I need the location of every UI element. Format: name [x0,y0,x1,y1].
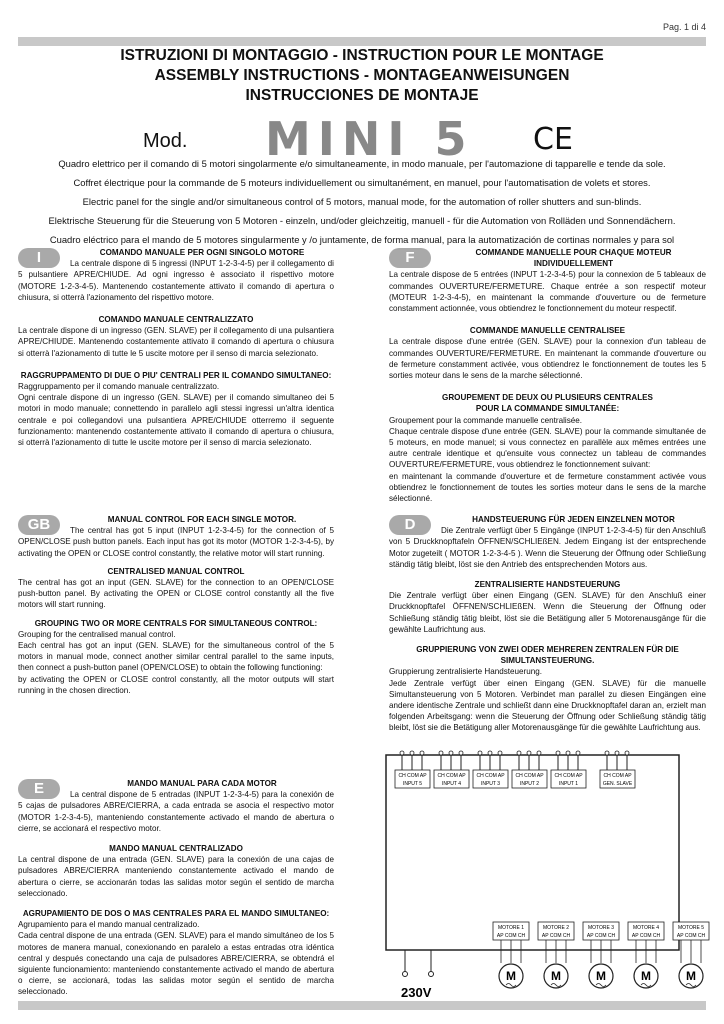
motor-symbol: M [551,969,561,983]
section-heading: MANDO MANUAL CENTRALIZADO [109,844,243,854]
input-pins: CH COM AP [437,773,466,779]
section-paragraph: Each central has got an input (GEN. SLAVE) for the simultaneous control of the 5 motors in manual mode, connect another similar central parallel to the same inputs, then connect a push-button panel (OPEN/CLOSE) to obtain the following functioning: [18,641,334,673]
intro-line-fr: Coffret électrique pour la commande de 5 moteurs individuellement ou simultanément, en manuel, pour l'automatisation de volets et stores. [73,177,651,188]
section-heading: COMANDO MANUALE CENTRALIZZATO [98,315,254,325]
motor-terminal [583,922,619,988]
section-paragraph: by activating the OPEN or CLOSE control constantly, all the motor outputs will start running in the chosen direction. [18,674,334,695]
section-paragraph: Chaque centrale dispose d'une entrée (GEN. SLAVE) pour la commande simultanée de 5 moteurs, en mode manuel; si vous connectez en parallèle aux mêmes entrées une autre centrale identique et qu'ensuite vous connectez un tableau de commandes OUVERTURE/FERMETURE, vous obtiendrez le fonctionnement suivant: [389,426,706,470]
input-pins: CH COM AP [515,773,544,779]
section-heading: GROUPEMENT DE DEUX OU PLUSIEURS CENTRALES [442,393,653,403]
title-line-3: INSTRUCCIONES DE MONTAJE [245,87,479,104]
language-badge-de: D [389,515,431,535]
input-pins: CH COM AP [476,773,505,779]
section-spanish [18,778,334,998]
section-french [389,247,706,504]
section-heading: COMANDO MANUALE PER OGNI SINGOLO MOTORE [99,248,305,257]
section-heading: GRUPPIERUNG VON ZWEI ODER MEHREREN ZENTRALEN FÜR DIE [416,645,679,655]
section-paragraph: Gruppierung zentralisierte Handsteuerung. [389,667,542,677]
section-paragraph: Cada central dispone de una entrada (GEN. SLAVE) para el mando simultáneo de los 5 motores de manera manual, conexionando en paralelo a estas entradas otra idéntica central y después conectando una caja de pulsadores ABRE/CIERRA, se obtendrá el siguiente funcionamiento: manteniendo constantemente activado el mando de abertura o cierre, se accionará, todas las salidas motor según el sentido de marcha seleccionado. [18,931,334,997]
title-line-1: ISTRUZIONI DI MONTAGGIO - INSTRUCTION POUR LE MONTAGE [120,47,604,64]
intro-line-es: Cuadro eléctrico para el mando de 5 motores singularmente y /o juntamente, de forma manual, para la automatización de cortinas normales y para sol [49,234,675,245]
section-paragraph: La centrale dispose d'une entrée (GEN. SLAVE) pour la connexion d'un tableau de commandes OUVERTURE/FERMETURE. En maintenant la commande d'ouverture ou de fermeture constamment activée, vous obtiendrez le fonctionnement de toutes les 5 sorties moteur dans le sens de la marche sélectionné. [389,337,706,381]
mod-label: Mod. [143,130,188,152]
page-number: Pag. 1 di 4 [662,22,706,32]
input-terminals [395,751,635,788]
intro-line-gb: Electric panel for the single and/or simultaneous control of 5 motors, manual mode, for the automation of roller shutters and sun-blinds. [82,196,642,207]
header-bar [18,37,706,46]
section-paragraph: Groupement pour la commande manuelle centralisée. [389,415,583,425]
section-paragraph: Die Zentrale verfügt über 5 Eingänge (INPUT 1-2-3-4-5) für den Anschluß von 5 Druckknopftafeln ÖFFNEN/SCHLIEßEN. Jedem Eingang ist der entsprechende Motor zugeteilt ( MOTOR 1-2-3-4-5 ). Wenn die Steuerung der Öffnung oder Schließung ständig tätig bleibt, löst sie den Antrieb des entsprechenden Motors aus. [389,526,706,569]
motor-pins: AP COM CH [631,933,661,939]
section-heading: RAGGRUPPAMENTO DI DUE O PIU' CENTRALI PER IL COMANDO SIMULTANEO: [20,370,332,380]
language-badge-it: I [18,248,60,268]
input-pins: CH COM AP [398,773,427,779]
input-label: GEN. SLAVE [602,781,633,787]
section-heading: MANUAL CONTROL FOR EACH SINGLE MOTOR. [107,515,297,524]
section-paragraph: Ogni centrale dispone di un ingresso (GEN. SLAVE) per il comando simultaneo dei 5 motori in modo manuale; connettendo in parallelo agli stessi ingressi un'altra identica centrale e poi collegandovi una pulsantiera APRE/CHIUDE otterremo il seguente funzionamento: mantenendo costantemente attivato il comando di apertura o chiusura, si otterrà l'azionamento di tutte le uscite motore per il senso di marcia selezionato. [18,393,334,448]
input-pins: CH COM AP [603,773,632,779]
section-paragraph: La central dispone de 5 entradas (INPUT 1-2-3-4-5) para la conexión de 5 cajas de pulsadores ABRE/CIERRA, a cada entrada se asocia el respectivo motor (MOTOR 1-2-3-4-5), manteniendo constantemente activado el mando de abertura o cierre, se accionará el respectivo motor. [18,790,334,833]
input-label: INPUT 1 [558,781,579,787]
input-label: INPUT 2 [519,781,540,787]
section-heading: COMMANDE MANUELLE POUR CHAQUE MOTEUR INDIVIDUELLEMENT [475,248,672,269]
section-heading: SIMULTANSTEUERUNG. [500,656,595,666]
ce-mark-icon: CE [533,122,573,157]
section-heading: ZENTRALISIERTE HANDSTEUERUNG [474,580,621,590]
language-badge-fr: F [389,248,431,268]
input-terminal [600,751,635,788]
motor-symbol: M [641,969,651,983]
motor-pins: AP COM CH [676,933,706,939]
section-paragraph: Raggruppamento per il comando manuale centralizzato. [18,382,220,392]
motor-pins: AP COM CH [541,933,571,939]
section-italian [18,247,334,448]
section-heading: GROUPING TWO OR MORE CENTRALS FOR SIMULTANEOUS CONTROL: [34,618,318,628]
section-paragraph: Agrupamiento para el mando manual centralizado. [18,920,200,930]
section-german [389,514,706,734]
title-line-2: ASSEMBLY INSTRUCTIONS - MONTAGEANWEISUNGEN [154,67,570,84]
language-badge-gb: GB [18,515,60,535]
motor-label: MOTORE 3 [587,925,615,931]
section-heading: HANDSTEUERUNG FÜR JEDEN EINZELNEN MOTOR [472,515,675,524]
intro-line-de: Elektrische Steuerung für die Steuerung von 5 Motoren - einzeln, und/oder gleichzeitig, manuell - für die Automation von Rolläden und Sonnendächern. [48,215,676,226]
section-paragraph: La centrale dispone di 5 ingressi (INPUT 1-2-3-4-5) per il collegamento di 5 pulsantiere APRE/CHIUDE. Ad ogni ingresso è associato il rispettivo motore (MOTORE 1-2-3-4-5). Mantenendo costantemente attivato il comando di apertura o chiusura, si otterrà l'azionamento del rispettivo motore. [18,259,334,302]
section-paragraph: La central dispone de una entrada (GEN. SLAVE) para la conexión de una cajas de pulsadores ABRE/CIERRA manteniendo constantemente activado el mando de abertura o cierre, se accionarán todas las salidas motor según el sentido de marcha seleccionado. [18,855,334,898]
wiring-diagram [383,750,706,1000]
input-label: INPUT 4 [441,781,462,787]
input-terminal [473,751,508,788]
motor-label: MOTORE 4 [632,925,660,931]
input-terminal [512,751,547,788]
motor-terminals [493,922,709,988]
language-badge-es: E [18,779,60,799]
intro-line-it: Quadro elettrico per il comando di 5 motori singolarmente e/o simultaneamente, in modo manuale, per l'automazione di tapparelle e tende da sole. [58,158,666,169]
section-paragraph: La centrale dispose de 5 entrées (INPUT 1-2-3-4-5) pour la connexion de 5 tableaux de commandes OUVERTURE/FERMETURE. Chaque entrée a son respectif moteur (MOTEUR 1-2-3-4-5), en maintenant la commande d'ouverture ou de fermeture constamment actionnée, vous obtiendrez le fonctionnement du moteur respectif. [389,270,706,314]
motor-symbol: M [686,969,696,983]
motor-terminal [673,922,709,988]
motor-terminal [493,922,529,988]
section-paragraph: Grouping for the centralised manual control. [18,629,176,639]
section-paragraph: Die Zentrale verfügt über einen Eingang (GEN. SLAVE) für den Anschluß einer Druckknopftafel ÖFFNEN/SCHLIEßEN. Wenn die Steuerung der Öffnung oder Schließung ständig tätig bleibt, löst sie die Betätigung aller 5 Motorenausgänge für die gewählte Laufrichtung aus. [389,591,706,634]
motor-symbol: M [596,969,606,983]
section-paragraph: La centrale dispone di un ingresso (GEN. SLAVE) per il collegamento di una pulsantiera APRE/CHIUDE. Mantenendo costantemente attivato il comando di apertura o chiusura si otterrà l'azionamento di tutte le 5 uscite motore per il senso di marcia selezionato. [18,326,334,358]
input-terminal [395,751,430,788]
input-pins: CH COM AP [554,773,583,779]
section-english [18,514,334,696]
model-name: MINI 5 [265,112,474,166]
power-label: 230V [401,985,432,1000]
section-heading: CENTRALISED MANUAL CONTROL [107,566,245,576]
input-label: INPUT 5 [402,781,423,787]
section-heading: MANDO MANUAL PARA CADA MOTOR [127,779,277,788]
power-supply [401,950,434,1000]
motor-pins: AP COM CH [496,933,526,939]
section-heading: POUR LA COMMANDE SIMULTANÉE: [475,404,620,414]
input-terminal [551,751,586,788]
document-title [0,46,724,106]
motor-label: MOTORE 5 [677,925,705,931]
motor-label: MOTORE 2 [542,925,570,931]
motor-terminal [628,922,664,988]
section-heading: AGRUPAMIENTO DE DOS O MAS CENTRALES PARA EL MANDO SIMULTANEO: [22,909,330,919]
input-label: INPUT 3 [480,781,501,787]
footer-bar [18,1001,706,1010]
motor-label: MOTORE 1 [497,925,525,931]
motor-pins: AP COM CH [586,933,616,939]
section-paragraph: The central has got an input (GEN. SLAVE) for the connection to an OPEN/CLOSE push-button panel. By activating the OPEN or CLOSE control constantly all the five motors will start running. [18,578,334,610]
section-paragraph: Jede Zentrale verfügt über einen Eingang (GEN. SLAVE) für die manuelle Simultansteuerung von 5 Motoren. Verbindet man parallel zu diesen Eingängen eine andere identische Zentrale und schließt dann eine Druckknopftafel daran an, erzielt man folgenden Arbeitsgang: wenn die Steuerung der Öffnung oder Schließung ständig tätig bleibt, löst sie die Betätigung aller Motorenausgänge für die gewählte Laufrichtung aus. [389,678,706,733]
motor-terminal [538,922,574,988]
intro-text [0,154,724,249]
motor-symbol: M [506,969,516,983]
section-paragraph: en maintenant la commande d'ouverture et de fermeture constamment activée vous obtiendrez le fonctionnement de toutes les sorties moteur dans le sens de la marche sélectionné. [389,471,706,504]
section-paragraph: The central has got 5 input (INPUT 1-2-3-4-5) for the connection of 5 OPEN/CLOSE push button panels. Each input has got its motor (MOTOR 1-2-3-4-5), by activating the OPEN or CLOSE control constantly, the relative motor will start running. [18,526,334,558]
input-terminal [434,751,469,788]
section-heading: COMMANDE MANUELLE CENTRALISEE [469,326,626,336]
